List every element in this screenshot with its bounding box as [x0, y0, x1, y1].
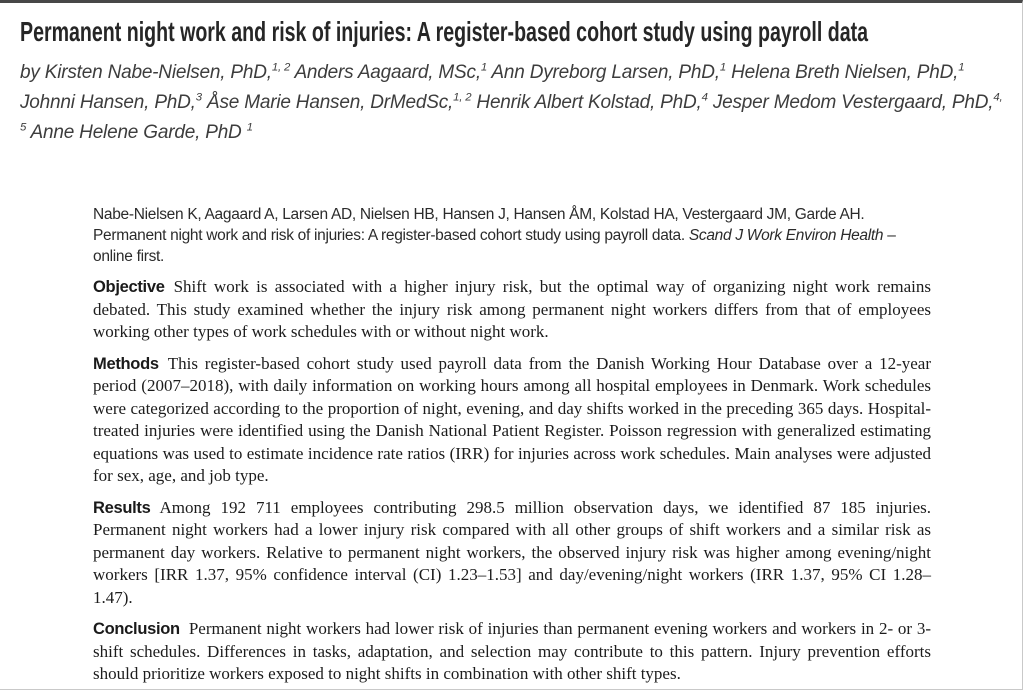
author-affiliation-superscript: 1: [246, 121, 253, 134]
citation-paragraph: [93, 204, 931, 267]
abstract-block: [93, 204, 931, 686]
author-name: Ann Dyreborg Larsen, PhD,: [491, 62, 720, 83]
section-text-objective: Shift work is associated with a higher injury risk, but the optimal way of organizing night work remains debated. This study examined whether the injury risk among permanent night workers differs from that of employees working other types of work schedules with or without night work.: [93, 277, 931, 341]
section-text-results: Among 192 711 employees contributing 298.5 million observation days, we identified 87 185 injuries. Permanent night workers had a lower injury risk compared with all other groups of shift workers and a similar risk as permanent day workers. Relative to permanent night workers, the observed injury risk was higher among evening/night workers [IRR 1.37, 95% confidence interval (CI) 1.23–1.53] and day/evening/night workers (IRR 1.37, 95% CI 1.28–1.47).: [93, 497, 931, 607]
author-name: Anne Helene Garde, PhD: [30, 122, 247, 143]
section-text-conclusion: Permanent night workers had lower risk of injuries than permanent evening workers and workers in 2- or 3-shift schedules. Differences in tasks, adaptation, and selection may contribute to this pattern. Injury prevention efforts should prioritize workers exposed to night shifts in combination with other shift types.: [93, 619, 931, 683]
abstract-section-conclusion: [93, 618, 931, 686]
citation-journal-name: Scand J Work Environ Health: [688, 227, 884, 244]
author-name: Kirsten Nabe-Nielsen, PhD,: [44, 62, 272, 83]
author-affiliation-superscript: 1: [480, 61, 488, 74]
abstract-section-results: [93, 497, 931, 610]
paper-title: Permanent night work and risk of injuries: A register-based cohort study using payroll data: [20, 16, 869, 47]
author-name: Henrik Albert Kolstad, PhD,: [476, 92, 702, 113]
author-list: [20, 62, 1002, 143]
byline-prefix: by: [20, 62, 45, 83]
abstract-section-objective: [93, 276, 931, 344]
author-name: Johnni Hansen, PhD,: [20, 92, 196, 113]
section-label-objective: Objective: [93, 278, 165, 296]
author-byline: [20, 58, 1004, 148]
section-label-methods: Methods: [93, 354, 159, 373]
author-name: Åse Marie Hansen, DrMedSc,: [207, 92, 454, 113]
author-affiliation-superscript: 1: [719, 61, 726, 74]
author-name: Anders Aagaard, MSc,: [294, 62, 481, 83]
citation-suffix: – online first.: [93, 227, 896, 265]
author-name: Jesper Medom Vestergaard, PhD,: [712, 92, 994, 113]
author-affiliation-superscript: 1, 2: [271, 61, 291, 74]
author-affiliation-superscript: 3: [195, 91, 202, 104]
section-text-methods: This register-based cohort study used payroll data from the Danish Working Hour Database over a 12-year period (2007–2018), with daily information on working hours among all hospital employees in Denmark. Work schedules were categorized according to the proportion of night, evening, and day shifts worked in the preceding 365 days. Hospital-treated injuries were identified using the Danish National Patient Register. Poisson regression with generalized estimating equations was used to estimate incidence rate ratios (IRR) for injuries across work schedules. Main analyses were adjusted for sex, age, and job type.: [93, 353, 931, 485]
author-affiliation-superscript: 4: [701, 91, 708, 104]
author-affiliation-superscript: 4, 5: [20, 91, 1003, 134]
section-label-conclusion: Conclusion: [93, 620, 180, 638]
abstract-section-methods: [93, 353, 931, 488]
author-name: Helena Breth Nielsen, PhD,: [731, 62, 959, 83]
author-affiliation-superscript: 1: [958, 61, 965, 74]
section-label-results: Results: [93, 498, 151, 517]
author-affiliation-superscript: 1, 2: [453, 91, 472, 104]
citation-text: Nabe-Nielsen K, Aagaard A, Larsen AD, Nielsen HB, Hansen J, Hansen ÅM, Kolstad HA, Vestergaard JM, Garde AH. Permanent night work and risk of injuries: A register-based cohort study using payroll data.: [93, 206, 865, 244]
